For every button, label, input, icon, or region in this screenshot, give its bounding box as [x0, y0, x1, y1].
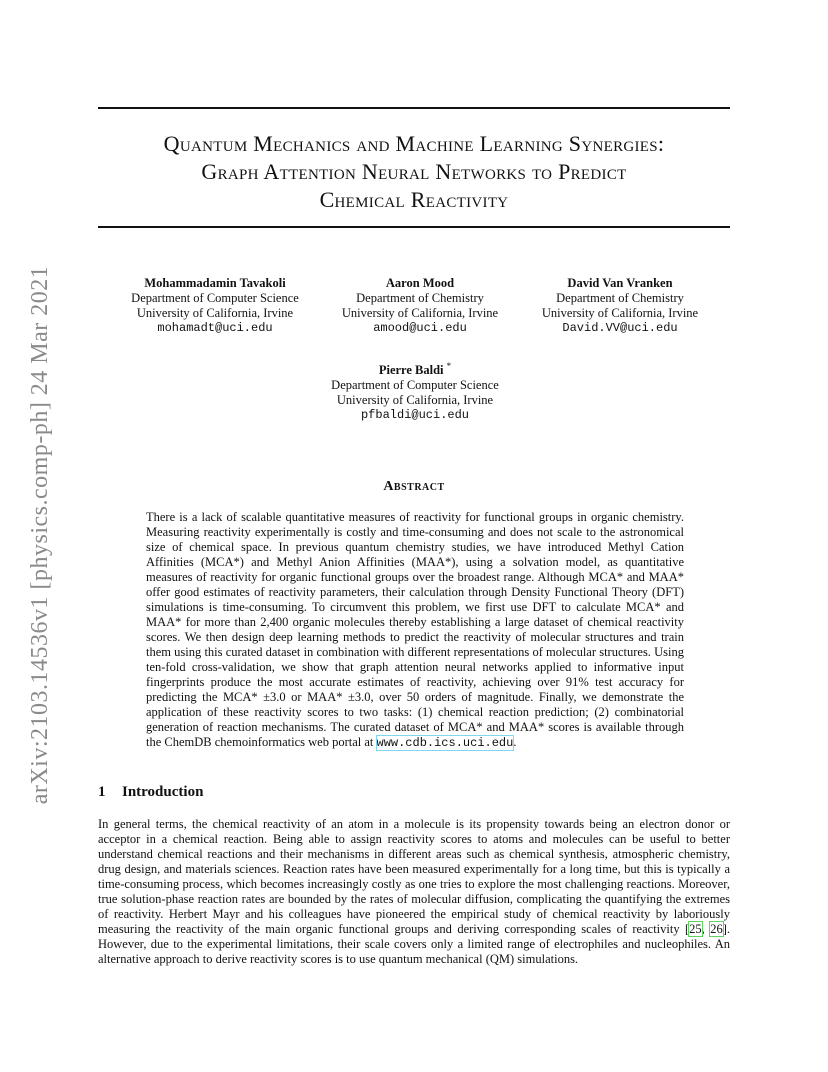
title-rule-top	[98, 107, 730, 109]
author-name: Mohammadamin Tavakoli	[144, 276, 286, 290]
citation-separator: ,	[701, 922, 711, 936]
author-university: University of California, Irvine	[341, 306, 499, 320]
abstract-end: .	[513, 735, 517, 749]
author-email[interactable]: amood@uci.edu	[373, 321, 467, 335]
abstract-text: There is a lack of scalable quantitative measures of reactivity for functional groups in organic chemistry. Measuring reactivity experimentally is costly and time-consuming and does not scale to the astronomical size of chemical space. In previous quantum chemistry studies, we have introduced Methyl Cation Affinities (MCA*) and Methyl Anion Affinities (MAA*), using a solvation model, as quantitative measures of reactivity for organic functional groups over the broadest range. Although MCA* and MAA* offer good estimates of reactivity parameters, their calculation through Density Functional Theory (DFT) simulations is time-consuming. To circumvent this problem, we first use DFT to calculate MCA* and MAA* for more than 2,400 organic molecules thereby establishing a large dataset of chemical reactivity scores. We then design deep learning methods to predict the reactivity of molecular structures and train them using this curated dataset in combination with different representations of molecular structures. Using ten-fold cross-validation, we show that graph attention neural networks applied to informative input fingerprints produce the most accurate estimates of reactivity, achieving over 91% test accuracy for predicting the MCA* ±3.0 or MAA* ±3.0, over 50 orders of magnitude. Finally, we demonstrate the application of these reactivity scores to two tasks: (1) chemical reaction prediction; (2) combinatorial generation of reaction mechanisms. The curated dataset of MCA* and MAA* scores is available through the ChemDB chemoinformatics web portal at	[146, 510, 684, 749]
section-heading-introduction	[98, 784, 203, 801]
author-name: Pierre Baldi	[378, 363, 444, 378]
citation-link-26[interactable]: 26	[710, 922, 723, 936]
author-email[interactable]: pfbaldi@uci.edu	[360, 408, 470, 423]
author-block-baldi	[310, 359, 520, 423]
author-department: Department of Computer Science	[131, 291, 299, 305]
author-university: University of California, Irvine	[541, 306, 699, 320]
title-line-3: Chemical Reactivity	[319, 187, 509, 212]
chemdb-link[interactable]: www.cdb.ics.uci.edu	[376, 736, 514, 750]
paper-title	[98, 130, 730, 214]
author-name: David Van Vranken	[567, 276, 673, 290]
author-department: Department of Computer Science	[331, 378, 499, 393]
title-line-2: Graph Attention Neural Networks to Predict	[201, 159, 627, 184]
author-block-van-vranken	[525, 276, 715, 336]
title-line-1: Quantum Mechanics and Machine Learning Synergies:	[163, 131, 665, 156]
arxiv-sidebar-stamp: arXiv:2103.14536v1 [physics.comp-ph] 24 Mar 2021	[27, 265, 53, 805]
abstract-heading: Abstract	[383, 479, 445, 494]
introduction-paragraph	[98, 817, 730, 967]
corresponding-author-mark[interactable]: *	[446, 361, 452, 371]
author-email[interactable]: David.VV@uci.edu	[562, 321, 678, 335]
author-university: University of California, Irvine	[336, 393, 494, 408]
author-university: University of California, Irvine	[136, 306, 294, 320]
citation-link-25[interactable]: 25	[689, 922, 702, 936]
intro-text-part-2: ]. However, due to the experimental limitations, their scale covers only a limited range of electrophiles and nucleophiles. An alternative approach to derive reactivity scores is to use quantum mechanical (QM) simulations.	[98, 922, 731, 966]
author-name-row	[310, 359, 520, 378]
abstract-body	[146, 510, 684, 751]
section-number: 1	[98, 784, 106, 800]
author-block-tavakoli	[110, 276, 320, 336]
intro-text-part-1: In general terms, the chemical reactivity of an atom in a molecule is its propensity towards being an electron donor or acceptor in a chemical reaction. Being able to assign reactivity scores to atoms and molecules can be useful to better understand chemical reactions and their mechanisms in different areas such as chemical synthesis, atmospheric chemistry, drug design, and materials sciences. Reaction rates have been measured experimentally for a long time, but this is typically a time-consuming process, which becomes increasingly costly as one tries to explore the most challenging reactions. Moreover, true solution-phase reaction rates are bounded by the rates of molecular diffusion, complicating the quantifying the extremes of reactivity. Herbert Mayr and his colleagues have pioneered the empirical study of chemical reactivity by laboriously measuring the reactivity of the main organic functional groups and deriving corresponding scales of reactivity [	[98, 817, 730, 936]
author-department: Department of Chemistry	[556, 291, 684, 305]
section-title: Introduction	[122, 784, 204, 800]
author-department: Department of Chemistry	[356, 291, 484, 305]
author-block-mood	[325, 276, 515, 336]
title-rule-bottom	[98, 226, 730, 228]
author-email[interactable]: mohamadt@uci.edu	[157, 321, 273, 335]
author-name: Aaron Mood	[385, 276, 455, 290]
